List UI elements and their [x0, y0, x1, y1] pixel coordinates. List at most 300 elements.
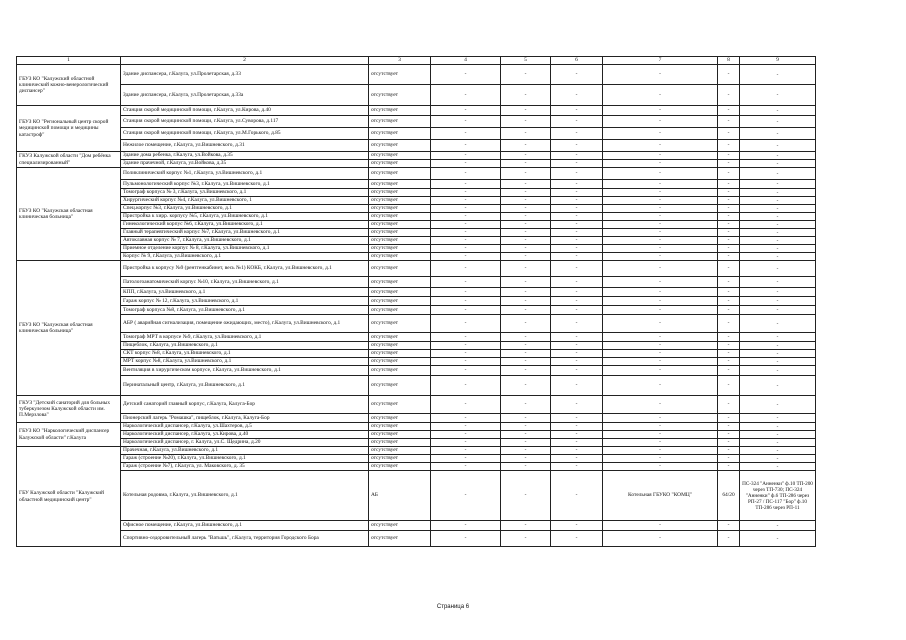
col9-cell: - [740, 116, 816, 128]
table-row [17, 297, 816, 306]
col8-cell: - [718, 237, 740, 245]
col9-cell: - [740, 197, 816, 205]
col9-cell: - [740, 106, 816, 116]
col6-cell: - [551, 237, 603, 245]
col9-cell: - [740, 180, 816, 189]
col6-cell: - [551, 333, 603, 342]
col5-cell: - [501, 160, 551, 168]
col4-cell: - [431, 463, 501, 471]
col4-cell: - [431, 315, 501, 333]
table-row [17, 106, 816, 116]
col6-cell: - [551, 463, 603, 471]
col7-cell: - [603, 439, 718, 447]
col5-cell: - [501, 245, 551, 253]
col-header-9: 9 [740, 57, 816, 65]
col8-cell: - [718, 333, 740, 342]
facility-cell: Здание диспансера, г.Калуга, ул.Пролетарская, д.33 [121, 65, 369, 85]
col4-cell: - [431, 205, 501, 213]
org-name-cell: ГБУЗ КО "Наркологический диспансер Калужской области" г.Калуга [17, 423, 121, 447]
col5-cell: - [501, 277, 551, 288]
table-row [17, 189, 816, 197]
col8-cell: - [718, 128, 740, 140]
col7-cell: - [603, 358, 718, 366]
col8-cell: - [718, 414, 740, 423]
col8-cell: - [718, 261, 740, 277]
col9-cell: - [740, 205, 816, 213]
col5-cell: - [501, 253, 551, 261]
col4-cell: - [431, 447, 501, 455]
col6-cell: - [551, 414, 603, 423]
col5-cell: - [501, 106, 551, 116]
col5-cell: - [501, 205, 551, 213]
col9-cell: - [740, 189, 816, 197]
facility-cell: Патологоанатомический корпус №10, г.Калуга, ул.Вишневского, д.1 [121, 277, 369, 288]
col7-cell: - [603, 245, 718, 253]
facility-cell: Главный терапевтический корпус №7, г.Калуга, ул.Вишневского, д.1 [121, 229, 369, 237]
status-cell: отсутствует [369, 277, 431, 288]
col6-cell: - [551, 168, 603, 180]
col5-cell: - [501, 333, 551, 342]
table-row [17, 65, 816, 85]
table-row [17, 168, 816, 180]
col-header-4: 4 [431, 57, 501, 65]
col8-cell: - [718, 297, 740, 306]
facility-cell: Гараж (строение №20), г.Калуга, ул.Вишневского, д.1 [121, 455, 369, 463]
facility-cell: Пульмонологический корпус №3, г.Калуга, ул.Вишневского, д.1 [121, 180, 369, 189]
col6-cell: - [551, 455, 603, 463]
col5-cell: - [501, 229, 551, 237]
col5-cell: - [501, 447, 551, 455]
col8-cell: - [718, 229, 740, 237]
col8-cell: - [718, 140, 740, 152]
col9-cell: - [740, 297, 816, 306]
status-cell: отсутствует [369, 180, 431, 189]
table-row [17, 213, 816, 221]
col4-cell: - [431, 152, 501, 160]
col4-cell: - [431, 261, 501, 277]
col4-cell: - [431, 245, 501, 253]
org-name-cell: ГБУЗ КО "Калужская областная клиническая больница" [17, 168, 121, 261]
col4-cell: - [431, 168, 501, 180]
col5-cell: - [501, 180, 551, 189]
col5-cell: - [501, 414, 551, 423]
col5-cell: - [501, 431, 551, 439]
col7-cell: - [603, 261, 718, 277]
col8-cell: - [718, 358, 740, 366]
col6-cell: - [551, 253, 603, 261]
col8-cell: - [718, 168, 740, 180]
col8-cell: - [718, 521, 740, 531]
col9-cell: - [740, 431, 816, 439]
col6-cell: - [551, 531, 603, 547]
org-name-cell: ГКУЗ "Детский санаторий для больных туберкулезом Калужской области им. П.Мерзлова" [17, 396, 121, 423]
col5-cell: - [501, 350, 551, 358]
col6-cell: - [551, 229, 603, 237]
facility-cell: Гинекологический корпус №6, г.Калуга, ул.Вишневского, д.1 [121, 221, 369, 229]
status-cell: отсутствует [369, 297, 431, 306]
facility-cell: АБР ( аварийная сигнализация, помещение ожидающих, место), г.Калуга, ул.Вишневского, д.1 [121, 315, 369, 333]
facility-cell: Корпус № 9, г.Калуга, ул.Вишневского, д.1 [121, 253, 369, 261]
table-row [17, 455, 816, 463]
header-row [17, 57, 816, 65]
col8-cell: - [718, 221, 740, 229]
facility-cell: Гараж корпус № 12, г.Калуга, ул.Вишневского, д.1 [121, 297, 369, 306]
col9-cell: - [740, 439, 816, 447]
status-cell: отсутствует [369, 288, 431, 297]
status-cell: отсутствует [369, 333, 431, 342]
col7-cell: - [603, 396, 718, 414]
facility-cell: Томограф корпуса № 3, г.Калуга, ул.Вишневского, д.1 [121, 189, 369, 197]
facility-cell: Приемное отделение корпус № 8, г.Калуга, ул.Вишневского, д.1 [121, 245, 369, 253]
facility-cell: Поликлинический корпус №1, г.Калуга, ул.Вишневского, д.1 [121, 168, 369, 180]
col8-cell: - [718, 116, 740, 128]
col7-cell: - [603, 197, 718, 205]
col9-cell: - [740, 140, 816, 152]
col7-cell: - [603, 315, 718, 333]
col6-cell: - [551, 245, 603, 253]
col8-cell: - [718, 213, 740, 221]
col5-cell: - [501, 237, 551, 245]
col9-cell: - [740, 366, 816, 376]
col4-cell: - [431, 439, 501, 447]
col7-cell: - [603, 65, 718, 85]
col9-cell: - [740, 350, 816, 358]
facility-cell: Пристройка к корпусу №9 (рентгенкабинет, весь №1) КОКБ, г.Калуга, ул.Вишневского, д.1 [121, 261, 369, 277]
facility-cell: КПП, г.Калуга, ул.Вишневского, д.1 [121, 288, 369, 297]
status-cell: отсутствует [369, 261, 431, 277]
col8-cell: - [718, 306, 740, 315]
table-body [17, 57, 816, 547]
table-row [17, 376, 816, 396]
col7-cell: - [603, 414, 718, 423]
col6-cell: - [551, 140, 603, 152]
table-row [17, 333, 816, 342]
col8-cell: - [718, 431, 740, 439]
table-row [17, 521, 816, 531]
table-row [17, 366, 816, 376]
status-cell: отсутствует [369, 152, 431, 160]
col6-cell: - [551, 439, 603, 447]
col7-cell: - [603, 333, 718, 342]
col6-cell: - [551, 85, 603, 106]
col9-cell: - [740, 358, 816, 366]
status-cell: отсутствует [369, 160, 431, 168]
col5-cell: - [501, 116, 551, 128]
col4-cell: - [431, 297, 501, 306]
col5-cell: - [501, 315, 551, 333]
col9-cell: - [740, 414, 816, 423]
col7-cell: - [603, 106, 718, 116]
col9-cell: - [740, 423, 816, 431]
col4-cell: - [431, 221, 501, 229]
col9-cell: - [740, 288, 816, 297]
col-header-8: 8 [718, 57, 740, 65]
col6-cell: - [551, 342, 603, 350]
col4-cell: - [431, 350, 501, 358]
col9-cell: - [740, 168, 816, 180]
table-row [17, 471, 816, 521]
col7-cell: - [603, 423, 718, 431]
org-name-cell: ГБУ Калужской области "Калужский областной медицинский центр" [17, 447, 121, 547]
status-cell: АБ [369, 471, 431, 521]
col6-cell: - [551, 277, 603, 288]
col6-cell: - [551, 396, 603, 414]
status-cell: отсутствует [369, 221, 431, 229]
table-row [17, 160, 816, 168]
facility-cell: Станция скорой медицинской помощи, г.Калуга, ул.М.Горького, д.85 [121, 128, 369, 140]
col5-cell: - [501, 342, 551, 350]
facility-cell: Спец.корпус №3, г.Калуга, ул.Вишневского, д.1 [121, 205, 369, 213]
data-table [16, 56, 816, 547]
facility-cell: Гараж (строение №7), г.Калуга, ул. Маковского, д. 35 [121, 463, 369, 471]
col6-cell: - [551, 431, 603, 439]
table-row [17, 253, 816, 261]
col8-cell: - [718, 180, 740, 189]
col9-cell: - [740, 261, 816, 277]
col7-cell: - [603, 229, 718, 237]
col-header-3: 3 [369, 57, 431, 65]
col7-cell: - [603, 213, 718, 221]
col4-cell: - [431, 85, 501, 106]
facility-cell: Томограф корпуса №8, г.Калуга, ул.Вишневского, д.1 [121, 306, 369, 315]
facility-cell: Спортивно-оздоровительный лагерь "Ватьшь", г.Калуга, территория Городского Бора [121, 531, 369, 547]
col5-cell: - [501, 463, 551, 471]
col4-cell: - [431, 189, 501, 197]
col4-cell: - [431, 229, 501, 237]
facility-cell: Здание дома ребенка, г.Калуга, ул.Войкова, д.35 [121, 152, 369, 160]
org-name-cell: ГБУЗ КО "Калужская областная клиническая больница" [17, 261, 121, 396]
col5-cell: - [501, 396, 551, 414]
status-cell: отсутствует [369, 306, 431, 315]
col4-cell: - [431, 65, 501, 85]
facility-cell: Пищеблок, г.Калуга, ул.Вишневского, д.1 [121, 342, 369, 350]
col5-cell: - [501, 366, 551, 376]
status-cell: отсутствует [369, 521, 431, 531]
status-cell: отсутствует [369, 237, 431, 245]
col6-cell: - [551, 160, 603, 168]
col9-cell: - [740, 277, 816, 288]
table-row [17, 358, 816, 366]
table-row [17, 463, 816, 471]
col5-cell: - [501, 288, 551, 297]
col-header-6: 6 [551, 57, 603, 65]
col5-cell: - [501, 213, 551, 221]
col4-cell: - [431, 288, 501, 297]
col5-cell: - [501, 128, 551, 140]
col4-cell: - [431, 253, 501, 261]
status-cell: отсутствует [369, 463, 431, 471]
status-cell: отсутствует [369, 128, 431, 140]
col9-cell: - [740, 221, 816, 229]
org-name-cell: ГБУЗ КО "Калужский областной клинический кожно-венерологический диспансер" [17, 65, 121, 106]
col4-cell: - [431, 116, 501, 128]
status-cell: отсутствует [369, 414, 431, 423]
col5-cell: - [501, 531, 551, 547]
table-row [17, 431, 816, 439]
facility-cell: СКТ корпус №8, г.Калуга, ул.Вишневского, д.1 [121, 350, 369, 358]
col4-cell: - [431, 521, 501, 531]
status-cell: отсутствует [369, 315, 431, 333]
col4-cell: - [431, 237, 501, 245]
col7-cell: - [603, 463, 718, 471]
col6-cell: - [551, 205, 603, 213]
col-header-5: 5 [501, 57, 551, 65]
table-row [17, 180, 816, 189]
col9-cell: - [740, 463, 816, 471]
col4-cell: - [431, 423, 501, 431]
status-cell: отсутствует [369, 245, 431, 253]
col7-cell: - [603, 152, 718, 160]
col7-cell: - [603, 85, 718, 106]
col6-cell: - [551, 358, 603, 366]
status-cell: отсутствует [369, 447, 431, 455]
table-row [17, 342, 816, 350]
status-cell: отсутствует [369, 431, 431, 439]
col4-cell: - [431, 396, 501, 414]
status-cell: отсутствует [369, 342, 431, 350]
col6-cell: - [551, 423, 603, 431]
col7-cell: - [603, 116, 718, 128]
col7-cell: - [603, 160, 718, 168]
col4-cell: - [431, 414, 501, 423]
col7-cell: - [603, 221, 718, 229]
col9-cell: - [740, 160, 816, 168]
status-cell: отсутствует [369, 168, 431, 180]
col8-cell: - [718, 106, 740, 116]
status-cell: отсутствует [369, 366, 431, 376]
col4-cell: - [431, 531, 501, 547]
col8-cell: - [718, 253, 740, 261]
status-cell: отсутствует [369, 455, 431, 463]
col5-cell: - [501, 521, 551, 531]
col5-cell: - [501, 455, 551, 463]
facility-cell: Нежилое помещение, г.Калуга, ул.Вишневского, д.31 [121, 140, 369, 152]
table-row [17, 306, 816, 315]
col4-cell: - [431, 455, 501, 463]
org-name-cell: ГБУЗ КО "Региональный центр скорой медицинской помощи и медицины катастроф" [17, 106, 121, 152]
col9-cell: - [740, 237, 816, 245]
status-cell: отсутствует [369, 531, 431, 547]
col5-cell: - [501, 189, 551, 197]
status-cell: отсутствует [369, 253, 431, 261]
col5-cell: - [501, 168, 551, 180]
col7-cell: - [603, 342, 718, 350]
col5-cell: - [501, 423, 551, 431]
status-cell: отсутствует [369, 439, 431, 447]
facility-cell: Вентиляция в хирургическом корпусе, г.Калуга, ул.Вишневского, д.1 [121, 366, 369, 376]
table-row [17, 221, 816, 229]
col5-cell: - [501, 261, 551, 277]
col6-cell: - [551, 213, 603, 221]
col7-cell: - [603, 180, 718, 189]
facility-cell: Офисное помещение, г.Калуга, ул.Вишневского, д.1 [121, 521, 369, 531]
col8-cell: - [718, 531, 740, 547]
col7-cell: - [603, 350, 718, 358]
col4-cell: - [431, 106, 501, 116]
col9-cell: - [740, 315, 816, 333]
facility-cell: Наркологический диспансер, г. Калуга, ул.С. Щедрина, д.20 [121, 439, 369, 447]
status-cell: отсутствует [369, 197, 431, 205]
facility-cell: Томограф МРТ в корпусе №9, г.Калуга, ул.Вишневского, д.1 [121, 333, 369, 342]
table-row [17, 128, 816, 140]
col6-cell: - [551, 261, 603, 277]
col-header-7: 7 [603, 57, 718, 65]
col5-cell: - [501, 197, 551, 205]
org-name-cell: ГКУЗ Калужской области "Дом ребёнка специализированный" [17, 152, 121, 168]
col4-cell: - [431, 197, 501, 205]
col4-cell: - [431, 342, 501, 350]
status-cell: отсутствует [369, 106, 431, 116]
table-row [17, 414, 816, 423]
col4-cell: - [431, 366, 501, 376]
col6-cell: - [551, 366, 603, 376]
table-row [17, 229, 816, 237]
col6-cell: - [551, 197, 603, 205]
col9-cell: - [740, 152, 816, 160]
col6-cell: - [551, 221, 603, 229]
col5-cell: - [501, 297, 551, 306]
col7-cell: - [603, 189, 718, 197]
facility-cell: Станция скорой медицинской помощи, г.Калуга, ул.Кирова, д.40 [121, 106, 369, 116]
facility-cell: Прачечная, г.Калуга, ул.Вишневского, д.1 [121, 447, 369, 455]
col8-cell: - [718, 342, 740, 350]
col8-cell: - [718, 447, 740, 455]
status-cell: отсутствует [369, 140, 431, 152]
status-cell: отсутствует [369, 376, 431, 396]
status-cell: отсутствует [369, 213, 431, 221]
col8-cell: - [718, 205, 740, 213]
col9-cell: - [740, 447, 816, 455]
col5-cell: - [501, 439, 551, 447]
col6-cell: - [551, 297, 603, 306]
col5-cell: - [501, 221, 551, 229]
col4-cell: - [431, 160, 501, 168]
col5-cell: - [501, 306, 551, 315]
col9-cell: - [740, 521, 816, 531]
facility-cell: Пристройка к хирр. корпусу №5, г.Калуга, ул.Вишневского, д.1 [121, 213, 369, 221]
status-cell: отсутствует [369, 85, 431, 106]
col7-cell: - [603, 306, 718, 315]
col7-cell: - [603, 237, 718, 245]
col7-cell: - [603, 521, 718, 531]
col7-cell: - [603, 128, 718, 140]
col5-cell: - [501, 471, 551, 521]
col9-cell: - [740, 65, 816, 85]
col8-cell: - [718, 277, 740, 288]
col8-cell: - [718, 396, 740, 414]
col9-cell: - [740, 396, 816, 414]
col6-cell: - [551, 189, 603, 197]
col5-cell: - [501, 65, 551, 85]
col8-cell: 64/20 [718, 471, 740, 521]
col8-cell: - [718, 439, 740, 447]
status-cell: отсутствует [369, 358, 431, 366]
col4-cell: - [431, 431, 501, 439]
facility-cell: Хирургический корпус №4, г.Калуга, ул.Вишневского, 1 [121, 197, 369, 205]
table-row [17, 288, 816, 297]
status-cell: отсутствует [369, 189, 431, 197]
col4-cell: - [431, 128, 501, 140]
col5-cell: - [501, 376, 551, 396]
col6-cell: - [551, 521, 603, 531]
col9-cell: ПС-324 "Анненки" ф.10 ТП-200 через ТП-730; ПС-324 "Анненки" ф.6 ТП-286 через РП-27 / ПС-117 "Бор" ф.10 ТП-286 через РП-11 [740, 471, 816, 521]
table-row [17, 315, 816, 333]
facility-cell: Котельная родовма, г.Калуга, ул.Вишневского, д.1 [121, 471, 369, 521]
col9-cell: - [740, 128, 816, 140]
col8-cell: - [718, 197, 740, 205]
col4-cell: - [431, 180, 501, 189]
facility-cell: Станция скорой медицинской помощи, г.Калуга, ул.Суворова, д.117 [121, 116, 369, 128]
